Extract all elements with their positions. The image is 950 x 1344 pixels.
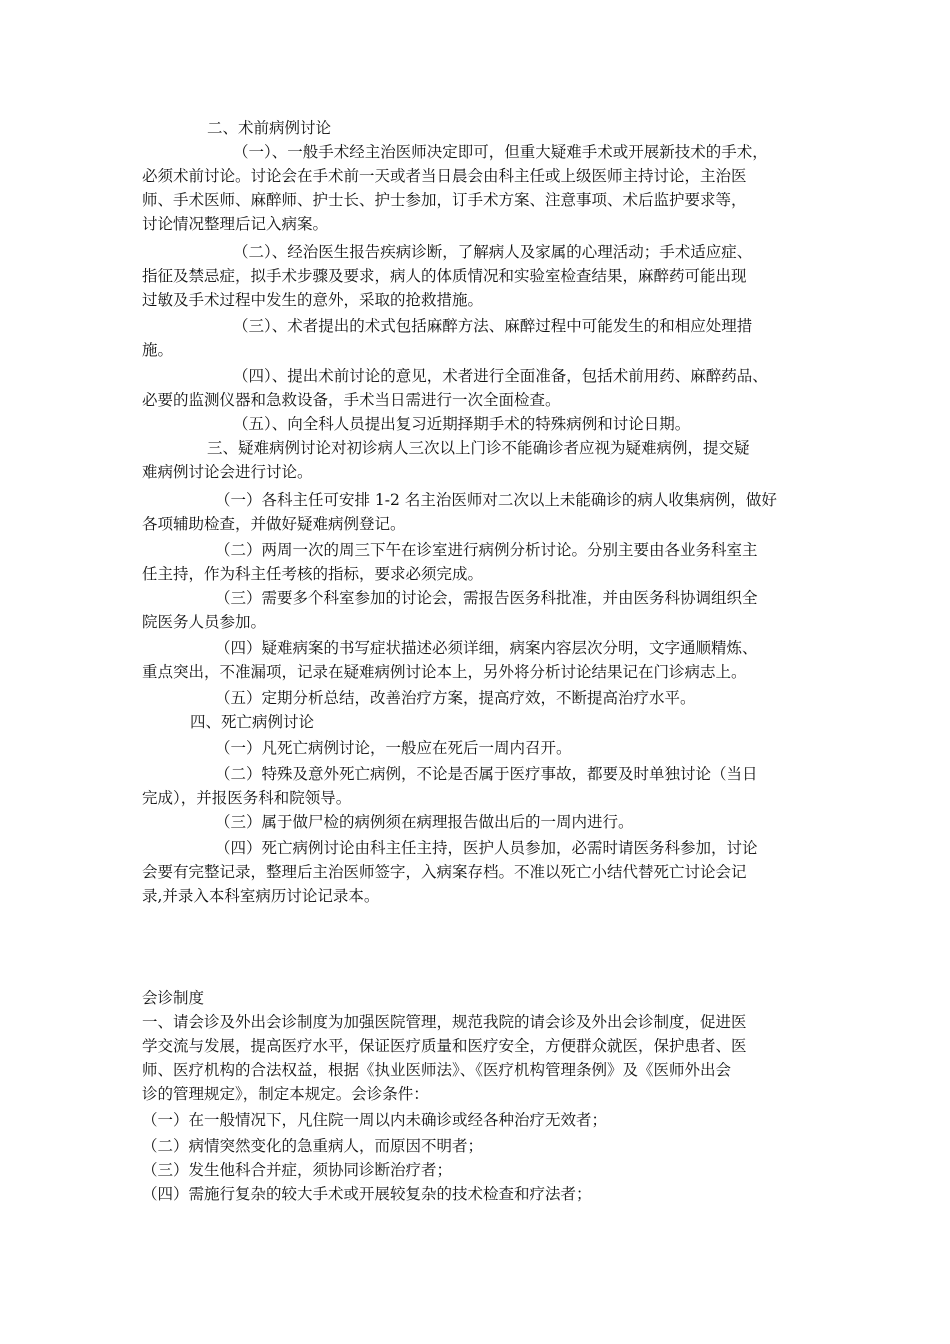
paragraph-line: （五）、向全科人员提出复习近期择期手术的特殊病例和讨论日期。 xyxy=(233,415,691,433)
paragraph-line: （三）需要多个科室参加的讨论会，需报告医务科批准，并由医务科协调组织全 xyxy=(215,589,758,607)
paragraph-line: 必须术前讨论。讨论会在手术前一天或者当日晨会由科主任或上级医师主持讨论，主治医 xyxy=(142,167,747,185)
paragraph-line: 完成），并报医务科和院领导。 xyxy=(142,789,352,807)
paragraph-line: 会要有完整记录，整理后主治医师签字，入病案存档。不准以死亡小结代替死亡讨论会记 xyxy=(142,863,747,881)
paragraph-line: 指征及禁忌症，拟手术步骤及要求，病人的体质情况和实验室检查结果，麻醉药可能出现 xyxy=(142,267,747,285)
paragraph-line: 重点突出，不准漏项，记录在疑难病例讨论本上，另外将分析讨论结果记在门诊病志上。 xyxy=(142,663,747,681)
paragraph-line: 学交流与发展，提高医疗水平，保证医疗质量和医疗安全，方便群众就医，保护患者、医 xyxy=(142,1037,747,1055)
paragraph-line: 院医务人员参加。 xyxy=(142,613,267,631)
list-item: （一）在一般情况下，凡住院一周以内未确诊或经各种治疗无效者； xyxy=(142,1111,608,1129)
paragraph-line: 过敏及手术过程中发生的意外，采取的抢救措施。 xyxy=(142,291,484,309)
paragraph-line: 师、手术医师、麻醉师、护士长、护士参加，订手术方案、注意事项、术后监护要求等， xyxy=(142,191,747,209)
paragraph-line: （一）凡死亡病例讨论，一般应在死后一周内召开。 xyxy=(215,739,572,757)
list-item: （二）病情突然变化的急重病人，而原因不明者； xyxy=(142,1137,484,1155)
paragraph-line: （五）定期分析总结，改善治疗方案，提高疗效，不断提高治疗水平。 xyxy=(215,689,696,707)
paragraph-line: 各项辅助检查，并做好疑难病例登记。 xyxy=(142,515,406,533)
paragraph-line: （四）死亡病例讨论由科主任主持，医护人员参加，必需时请医务科参加，讨论 xyxy=(215,839,758,857)
paragraph-line: （四）疑难病案的书写症状描述必须详细，病案内容层次分明，文字通顺精炼、 xyxy=(215,639,758,657)
paragraph-line: 难病例讨论会进行讨论。 xyxy=(142,463,313,481)
paragraph-line: 必要的监测仪器和急救设备，手术当日需进行一次全面检查。 xyxy=(142,391,561,409)
paragraph-line: （二）、经治医生报告疾病诊断，了解病人及家属的心理活动；手术适应症、 xyxy=(233,243,753,261)
paragraph-line: 录,并录入本科室病历讨论记录本。 xyxy=(142,887,380,905)
list-item: （四）需施行复杂的较大手术或开展较复杂的技术检查和疗法者； xyxy=(142,1185,592,1203)
paragraph-line: 师、医疗机构的合法权益，根据《执业医师法》、《医疗机构管理条例》及《医师外出会 xyxy=(142,1061,732,1079)
chapter-title: 会诊制度 xyxy=(142,989,205,1007)
paragraph-line: （一）、一般手术经主治医师决定即可，但重大疑难手术或开展新技术的手术， xyxy=(233,143,768,161)
paragraph-line: 施。 xyxy=(142,341,174,359)
paragraph-line: （三）、术者提出的术式包括麻醉方法、麻醉过程中可能发生的和相应处理措 xyxy=(233,317,753,335)
section-heading: 二、术前病例讨论 xyxy=(207,119,332,137)
paragraph-line: （二）特殊及意外死亡病例，不论是否属于医疗事故，都要及时单独讨论（当日 xyxy=(215,765,758,783)
paragraph-line: （一）各科主任可安排 1-2 名主治医师对二次以上未能确诊的病人收集病例，做好 xyxy=(215,491,777,509)
paragraph-line: 讨论情况整理后记入病案。 xyxy=(142,215,329,233)
list-item: （三）发生他科合并症，须协同诊断治疗者； xyxy=(142,1161,453,1179)
paragraph-line: 任主持，作为科主任考核的指标，要求必须完成。 xyxy=(142,565,484,583)
paragraph-line: 诊的管理规定》，制定本规定。会诊条件： xyxy=(142,1085,429,1103)
paragraph-line: （三）属于做尸检的病例须在病理报告做出后的一周内进行。 xyxy=(215,813,634,831)
paragraph-line: （二）两周一次的周三下午在诊室进行病例分析讨论。分别主要由各业务科室主 xyxy=(215,541,758,559)
section-heading: 三、疑难病例讨论对初诊病人三次以上门诊不能确诊者应视为疑难病例，提交疑 xyxy=(207,439,750,457)
paragraph-line: （四）、提出术前讨论的意见，术者进行全面准备，包括术前用药、麻醉药品、 xyxy=(233,367,768,385)
paragraph-line: 一、请会诊及外出会诊制度为加强医院管理，规范我院的请会诊及外出会诊制度，促进医 xyxy=(142,1013,747,1031)
section-heading: 四、死亡病例讨论 xyxy=(190,713,315,731)
